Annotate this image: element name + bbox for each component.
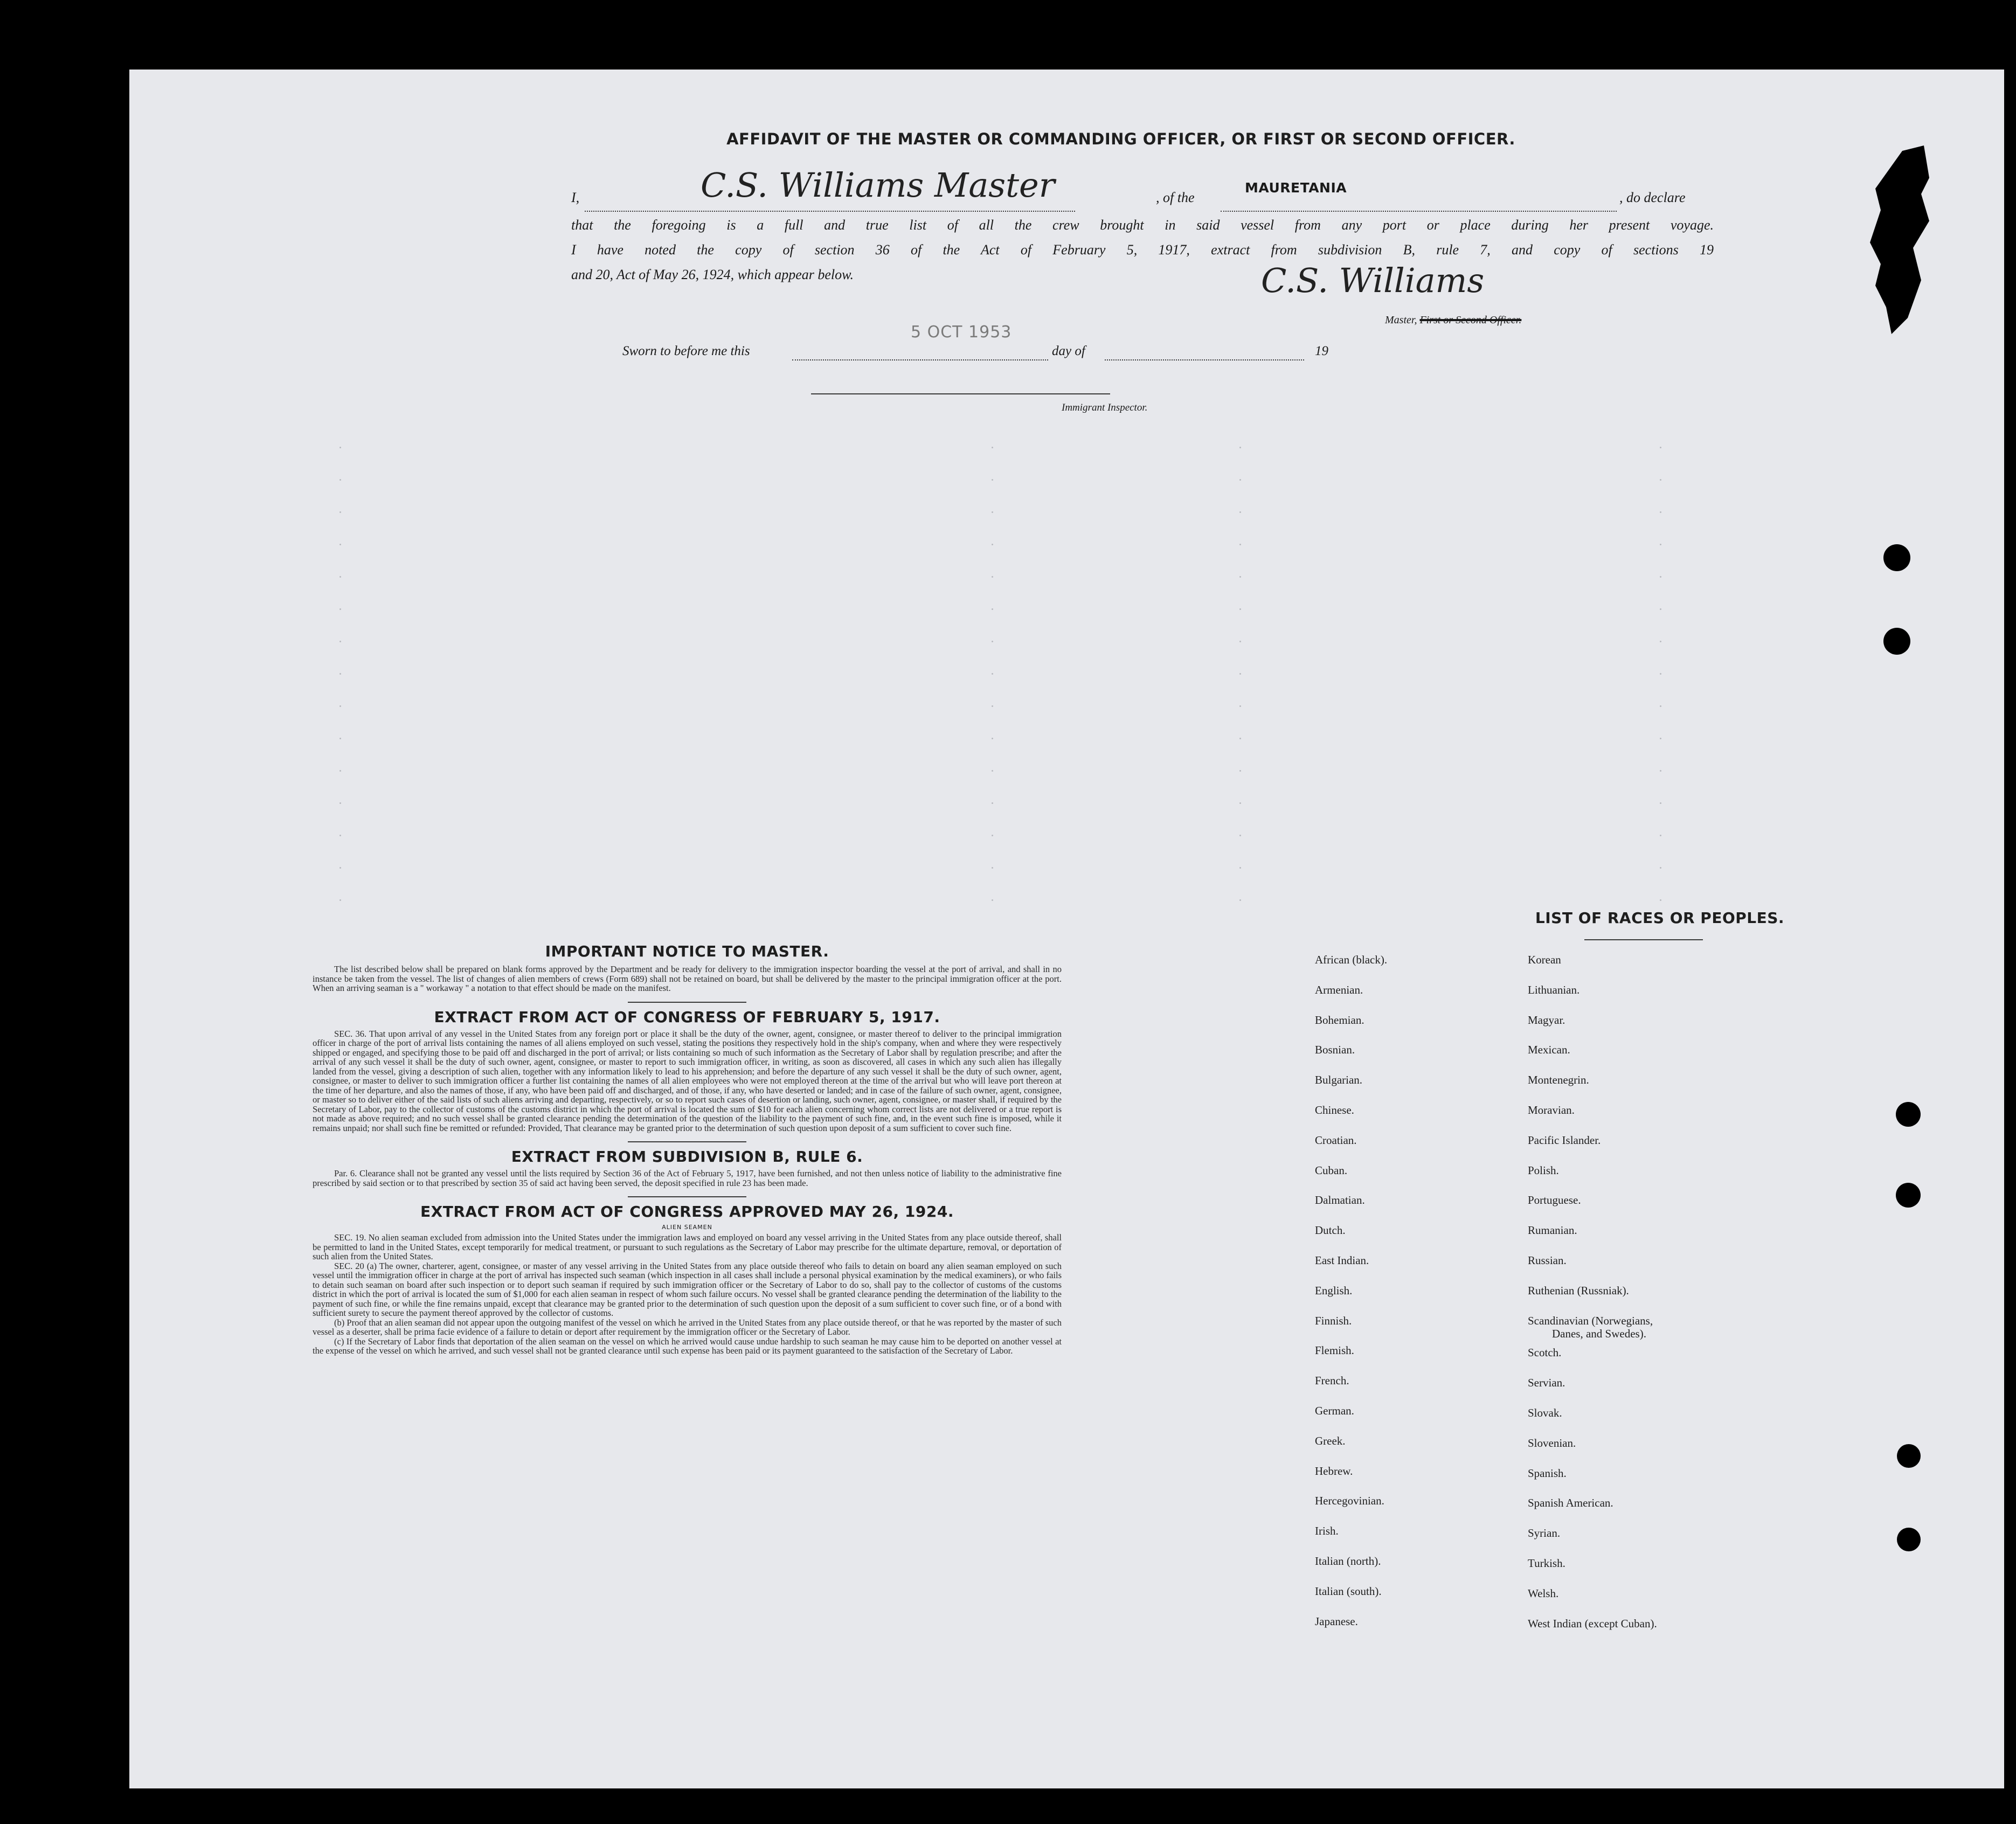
faint-dot xyxy=(992,738,993,739)
race-item: Pacific Islander. xyxy=(1528,1133,1601,1147)
faint-dot xyxy=(340,899,341,901)
race-item: Polish. xyxy=(1528,1163,1559,1177)
year-label: 19 xyxy=(1315,344,1328,358)
race-item: Portuguese. xyxy=(1528,1194,1581,1207)
race-item: Armenian. xyxy=(1315,983,1363,996)
race-item: West Indian (except Cuban). xyxy=(1528,1617,1657,1630)
divider xyxy=(628,1002,746,1003)
faint-dot xyxy=(992,899,993,901)
punch-hole xyxy=(1896,1183,1921,1208)
faint-dot xyxy=(992,641,993,642)
race-item: Lithuanian. xyxy=(1528,983,1580,996)
faint-dot xyxy=(1239,802,1241,804)
signer-role-struck: First or Second Officer. xyxy=(1419,314,1522,326)
faint-dot xyxy=(1660,576,1661,578)
faint-dot xyxy=(1239,770,1241,772)
extract-rule6-title: EXTRACT FROM SUBDIVISION B, RULE 6. xyxy=(511,1148,863,1166)
divider xyxy=(628,1141,746,1142)
faint-dot xyxy=(1660,835,1661,836)
race-item: Spanish American. xyxy=(1528,1496,1613,1510)
race-item: Scotch. xyxy=(1528,1346,1562,1360)
faint-dot xyxy=(992,770,993,772)
day-of-label: day of xyxy=(1052,344,1085,358)
faint-dot xyxy=(992,835,993,836)
affidavit-line-2: I have noted the copy of section 36 of the Act of February 5, 1917, extract from subdivision B, rule 7, and copy of sections 19 xyxy=(571,242,1714,258)
race-item: Flemish. xyxy=(1315,1344,1354,1357)
faint-dot xyxy=(1239,576,1241,578)
race-item: Slovenian. xyxy=(1528,1436,1576,1450)
race-item: Finnish. xyxy=(1315,1314,1352,1327)
sworn-label: Sworn to before me this xyxy=(622,344,750,358)
divider xyxy=(628,1196,746,1197)
race-item: Montenegrin. xyxy=(1528,1073,1589,1087)
race-item: Rumanian. xyxy=(1528,1224,1577,1237)
race-item: Servian. xyxy=(1528,1376,1565,1390)
date-stamp: 5 OCT 1953 xyxy=(911,323,1012,342)
faint-dot xyxy=(992,447,993,448)
race-item: German. xyxy=(1315,1404,1354,1417)
race-item: Turkish. xyxy=(1528,1557,1565,1570)
faint-dot xyxy=(992,705,993,707)
vessel-blank xyxy=(1221,211,1617,212)
master-signature: C.S. Williams xyxy=(1261,261,1485,300)
i-label: I, xyxy=(571,190,580,205)
faint-dot xyxy=(1660,899,1661,901)
faint-dot xyxy=(340,738,341,739)
faint-dot xyxy=(1239,544,1241,545)
race-item: East Indian. xyxy=(1315,1254,1369,1267)
sworn-month-blank xyxy=(1105,359,1304,360)
faint-dot xyxy=(1660,867,1661,869)
inspector-label: Immigrant Inspector. xyxy=(1062,402,1148,413)
race-item: Korean xyxy=(1528,953,1561,966)
faint-dot xyxy=(340,544,341,545)
do-declare-label: , do declare xyxy=(1619,190,1686,205)
faint-dot xyxy=(992,673,993,675)
faint-dot xyxy=(1660,479,1661,481)
extract-1924-sec20c: (c) If the Secretary of Labor finds that deportation of the alien seaman on the vessel on which he arrived would cause undue hardship to such seaman he may cause him to be deported on another vessel at the expense of the vessel on which he arrived, and such vessel shall not be granted clearance until such expense has been paid or its payment guaranteed to the satisfaction of the Secretary of Labor. xyxy=(313,1336,1062,1356)
race-item: Ruthenian (Russniak). xyxy=(1528,1284,1629,1297)
race-item: Welsh. xyxy=(1528,1586,1559,1600)
extract-1924-title: EXTRACT FROM ACT OF CONGRESS APPROVED MAY 26, 1924. xyxy=(420,1203,954,1220)
faint-dot xyxy=(1660,802,1661,804)
race-item: Bohemian. xyxy=(1315,1013,1364,1027)
extract-1917-title: EXTRACT FROM ACT OF CONGRESS OF FEBRUARY 5, 1917. xyxy=(434,1008,940,1026)
faint-dot xyxy=(992,479,993,481)
faint-dot xyxy=(340,673,341,675)
faint-dot xyxy=(340,867,341,869)
faint-dot xyxy=(1239,479,1241,481)
vessel-name: MAURETANIA xyxy=(1245,180,1347,196)
extract-1924-sec19: SEC. 19. No alien seaman excluded from admission into the United States under the immigration laws and employed on board any vessel arriving in the United States from any place outside thereof, shall be permitted to land in the United States, except temporarily for medical treatment, or pursuant to such regulations as the Secretary of Labor may prescribe for the ultimate departure, removal, or deportation of such alien from the United States. xyxy=(313,1232,1062,1261)
race-item: Russian. xyxy=(1528,1254,1567,1267)
faint-dot xyxy=(992,802,993,804)
of-the-label: , of the xyxy=(1156,190,1195,205)
faint-dot xyxy=(992,511,993,513)
race-item: Slovak. xyxy=(1528,1406,1562,1419)
faint-dot xyxy=(1239,511,1241,513)
race-item: Syrian. xyxy=(1528,1527,1561,1540)
faint-dot xyxy=(992,576,993,578)
race-item: Spanish. xyxy=(1528,1466,1567,1480)
race-item: Moravian. xyxy=(1528,1104,1575,1116)
race-item: African (black). xyxy=(1315,953,1388,966)
punch-hole xyxy=(1897,1528,1921,1551)
race-item: Italian (north). xyxy=(1315,1555,1381,1568)
faint-dot xyxy=(340,802,341,804)
race-item: French. xyxy=(1315,1374,1349,1388)
signer-role xyxy=(1385,314,1521,327)
faint-dot xyxy=(1239,447,1241,448)
faint-dot xyxy=(1239,705,1241,707)
race-item: Dalmatian. xyxy=(1315,1194,1365,1207)
sworn-day-blank xyxy=(792,359,1048,360)
faint-dot xyxy=(1239,867,1241,869)
punch-hole xyxy=(1897,1444,1921,1468)
faint-dot xyxy=(340,770,341,772)
faint-dot xyxy=(992,544,993,545)
race-item: Italian (south). xyxy=(1315,1584,1382,1598)
faint-dot xyxy=(340,705,341,707)
affidavit-line-1: that the foregoing is a full and true list of all the crew brought in said vessel from any port or place during her present voyage. xyxy=(571,217,1714,233)
faint-dot xyxy=(340,447,341,448)
faint-dot xyxy=(1239,608,1241,610)
faint-dot xyxy=(1660,608,1661,610)
handwritten-master-name: C.S. Williams Master xyxy=(701,165,1055,205)
punch-hole xyxy=(1896,1102,1921,1127)
faint-dot xyxy=(1239,673,1241,675)
faint-dot xyxy=(992,867,993,869)
faint-dot xyxy=(1660,511,1661,513)
races-title: LIST OF RACES OR PEOPLES. xyxy=(1535,909,1785,927)
race-item: Hebrew. xyxy=(1315,1464,1353,1478)
faint-dot xyxy=(1239,738,1241,739)
race-item: Magyar. xyxy=(1528,1013,1565,1027)
faint-dot xyxy=(1239,641,1241,642)
race-item: Irish. xyxy=(1315,1524,1339,1538)
punch-hole xyxy=(1883,544,1910,571)
affidavit-title: AFFIDAVIT OF THE MASTER OR COMMANDING OFFICER, OR FIRST OR SECOND OFFICER. xyxy=(726,130,1515,148)
signer-role-master: Master, xyxy=(1385,314,1417,326)
torn-edge xyxy=(1870,145,1935,334)
race-item: Hercegovinian. xyxy=(1315,1494,1384,1508)
faint-dot xyxy=(1239,835,1241,836)
race-item: Mexican. xyxy=(1528,1043,1570,1057)
race-item: English. xyxy=(1315,1284,1353,1297)
faint-dot xyxy=(340,511,341,513)
inspector-signature-line xyxy=(811,393,1110,394)
punch-hole xyxy=(1883,628,1910,655)
legal-column xyxy=(313,942,1062,1356)
faint-dot xyxy=(992,608,993,610)
race-item: Dutch. xyxy=(1315,1224,1346,1237)
extract-1924-subtitle: ALIEN SEAMEN xyxy=(662,1224,712,1231)
faint-dot xyxy=(1239,899,1241,901)
faint-dot xyxy=(340,641,341,642)
document-page xyxy=(129,70,2004,1788)
extract-1924-sec20a: SEC. 20 (a) The owner, charterer, agent, consignee, or master of any vessel arriving in the United States from any place outside thereof who fails to detain on board any alien seaman employed on such vessel until the immigration officer in charge at the port of arrival has inspected such seaman (which inspection in all cases shall include a personal physical examination by the medical examiners), or who fails to detain such seaman on board after such inspection or to deport such seaman if required by such immigration officer or the Secretary of Labor to do so, shall pay to the collector of customs of the customs district in which the port of arrival is located the sum of $1,000 for each alien seaman in respect of whom such failure occurs. No vessel shall be granted clearance pending the determination of the liability to the payment of such fine, or while the fine remains unpaid, except that clearance may be granted prior to the determination of such question upon the deposit of a sum sufficient to cover such fine, or of a bond with sufficient surety to secure the payment thereof approved by the collector of customs. xyxy=(313,1260,1062,1318)
race-item: Greek. xyxy=(1315,1434,1346,1447)
faint-dot xyxy=(1660,544,1661,545)
extract-1917-text: SEC. 36. That upon arrival of any vessel in the United States from any foreign port or place it shall be the duty of the owner, agent, consignee, or master thereof to deliver to the principal immigration officer in charge of the port of arrival lists containing the names of all aliens employed on such vessel, stating the positions they respectively hold in the ship's company, when and where they were respectively shipped or engaged, and specifying those to be paid off and discharged in the port of arrival; or lists containing so much of such information as the Secretary of Labor shall by regulation prescribe; and after the arrival of any such vessel it shall be the duty of such owner, agent, consignee, or master to report to such immigration officer, in writing, as soon as discovered, all cases in which any such alien has illegally landed from the vessel, giving a description of such alien, together with any information likely to lead to his apprehension; and before the departure of any such vessel it shall be the duty of such owner, agent, consignee, or master to deliver to such immigration officer a further list containing the names of all alien employees who were not employed thereon at the time of the arrival but who will leave port thereon at the time of her departure, and also the names of those, if any, who have been paid off and discharged, and of those, if any, who have deserted or landed; and in case of the failure of such owner, agent, consignee, or master so to deliver either of the said lists of such aliens arriving and departing, respectively, or so to report such cases of desertion or landing, such owner, agent, consignee, or master shall, if required by the Secretary of Labor, pay to the collector of customs of the customs district in which the port of arrival is located the sum of $10 for each alien concerning whom correct lists are not delivered or a true report is not made as above required; and no such vessel shall be granted clearance pending the determination of the question of the liability to the payment of such fine, and, in the event such fine is imposed, while it remains unpaid; nor shall such fine be remitted or refunded: Provided, That clearance may be granted prior to the determination of such question upon deposit of a sum sufficient to cover such fine. xyxy=(313,1028,1062,1133)
faint-dot xyxy=(1660,641,1661,642)
race-item-continuation: Danes, and Swedes). xyxy=(1552,1327,1646,1340)
faint-dot xyxy=(1660,705,1661,707)
faint-dot xyxy=(1660,447,1661,448)
races-title-rule xyxy=(1584,939,1703,940)
faint-dot xyxy=(340,608,341,610)
race-item: Bosnian. xyxy=(1315,1043,1355,1057)
race-item: Chinese. xyxy=(1315,1104,1354,1116)
faint-dot xyxy=(1660,738,1661,739)
race-item: Cuban. xyxy=(1315,1163,1348,1177)
notice-text: The list described below shall be prepared on blank forms approved by the Department and be ready for delivery to the immigration inspector boarding the vessel at the port of arrival, and shall in no instance be taken from the vessel. The list of changes of alien members of crews (Form 689) shall not be retained on board, but shall be delivered by the master to the principal immigration officer at the port. When an arriving seaman is a " workaway " a notation to that effect should be made on the manifest. xyxy=(313,964,1062,993)
faint-dot xyxy=(340,479,341,481)
faint-dot xyxy=(340,835,341,836)
extract-1924-sec20b: (b) Proof that an alien seaman did not appear upon the outgoing manifest of the vessel on which he arrived in the United States from any place outside thereof, or that he was reported by the master of such vessel as a deserter, shall be prima facie evidence of a failure to detain or deport after requirement by the immigration officer or the Secretary of Labor. xyxy=(313,1317,1062,1337)
extract-rule6-text: Par. 6. Clearance shall not be granted any vessel until the lists required by Section 36 of the Act of February 5, 1917, have been furnished, and not then unless notice of liability to the administrative fine prescribed by said section or to that prescribed by section 35 of said act having been served, the deposit specified in rule 23 has been made. xyxy=(313,1168,1062,1188)
race-item: Bulgarian. xyxy=(1315,1073,1363,1087)
faint-dot xyxy=(340,576,341,578)
faint-dot xyxy=(1660,770,1661,772)
affidavit-line-3: and 20, Act of May 26, 1924, which appear below. xyxy=(571,267,854,282)
race-item: Scandinavian (Norwegians, xyxy=(1528,1314,1653,1327)
race-item: Japanese. xyxy=(1315,1614,1358,1628)
name-blank xyxy=(585,211,1075,212)
faint-dot xyxy=(1660,673,1661,675)
race-item: Croatian. xyxy=(1315,1133,1357,1147)
notice-title: IMPORTANT NOTICE TO MASTER. xyxy=(545,942,829,960)
